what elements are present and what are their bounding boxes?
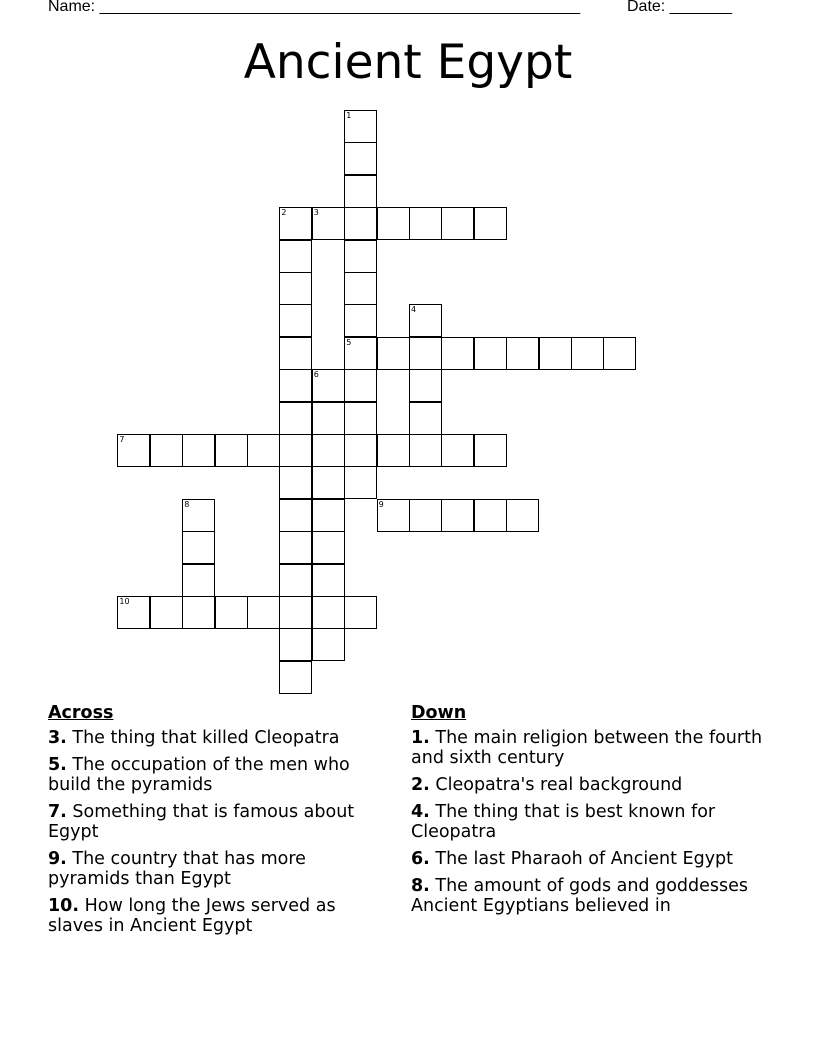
grid-cell[interactable] bbox=[312, 628, 345, 661]
grid-cell[interactable] bbox=[312, 402, 345, 435]
clue-across-10 bbox=[48, 896, 378, 936]
clue-text: How long the Jews served as slaves in Ancient Egypt bbox=[48, 896, 336, 936]
grid-cell[interactable] bbox=[312, 499, 345, 532]
grid-cell[interactable] bbox=[409, 207, 442, 240]
clue-number: 10. bbox=[48, 896, 80, 916]
grid-cell[interactable] bbox=[474, 337, 507, 370]
clue-number: 4. bbox=[411, 802, 430, 822]
grid-cell[interactable] bbox=[409, 402, 442, 435]
grid-cell[interactable] bbox=[474, 499, 507, 532]
grid-cell[interactable] bbox=[279, 434, 312, 467]
across-heading: Across bbox=[48, 703, 114, 723]
grid-cell[interactable] bbox=[312, 369, 345, 402]
grid-cell[interactable] bbox=[344, 207, 377, 240]
clue-across-9 bbox=[48, 849, 378, 889]
grid-cell[interactable] bbox=[279, 369, 312, 402]
grid-cell[interactable] bbox=[506, 337, 539, 370]
page-title: Ancient Egypt bbox=[243, 35, 573, 90]
grid-cell[interactable] bbox=[279, 531, 312, 564]
grid-cell[interactable] bbox=[344, 110, 377, 143]
grid-cell[interactable] bbox=[377, 499, 410, 532]
clue-text: Cleopatra's real background bbox=[429, 775, 683, 795]
grid-cell[interactable] bbox=[312, 434, 345, 467]
grid-cell[interactable] bbox=[182, 531, 215, 564]
grid-cell[interactable] bbox=[279, 240, 312, 273]
clue-text: The amount of gods and goddesses Ancient Egyptians believed in bbox=[411, 876, 749, 916]
clue-number: 1. bbox=[411, 728, 430, 748]
grid-cell[interactable] bbox=[344, 304, 377, 337]
grid-cell[interactable] bbox=[344, 402, 377, 435]
clue-text: The thing that is best known for Cleopatra bbox=[411, 802, 716, 842]
down-heading: Down bbox=[411, 703, 467, 723]
cell-number: 5 bbox=[346, 337, 352, 347]
grid-cell[interactable] bbox=[377, 207, 410, 240]
grid-cell[interactable] bbox=[344, 596, 377, 629]
cell-number: 10 bbox=[119, 597, 130, 606]
grid-cell[interactable] bbox=[182, 564, 215, 597]
clue-across-3 bbox=[48, 728, 378, 748]
grid-cell[interactable] bbox=[409, 434, 442, 467]
grid-cell[interactable] bbox=[344, 272, 377, 305]
grid-cell[interactable] bbox=[441, 207, 474, 240]
grid-cell[interactable] bbox=[182, 596, 215, 629]
grid-cell[interactable] bbox=[279, 304, 312, 337]
grid-cell[interactable] bbox=[279, 499, 312, 532]
grid-cell[interactable] bbox=[377, 434, 410, 467]
grid-cell[interactable] bbox=[344, 175, 377, 208]
clue-text: The thing that killed Cleopatra bbox=[66, 728, 340, 748]
grid-cell[interactable] bbox=[247, 434, 280, 467]
grid-cell[interactable] bbox=[409, 304, 442, 337]
clue-number: 3. bbox=[48, 728, 67, 748]
clue-across-7 bbox=[48, 802, 378, 842]
grid-cell[interactable] bbox=[182, 499, 215, 532]
grid-cell[interactable] bbox=[312, 564, 345, 597]
name-field-label[interactable]: Name: ______________________________________________________ bbox=[48, 0, 581, 15]
clue-number: 9. bbox=[48, 849, 67, 869]
grid-cell[interactable] bbox=[279, 661, 312, 694]
grid-cell[interactable] bbox=[279, 466, 312, 499]
grid-cell[interactable] bbox=[279, 207, 312, 240]
grid-cell[interactable] bbox=[279, 402, 312, 435]
cell-number: 4 bbox=[411, 305, 417, 315]
grid-cell[interactable] bbox=[409, 369, 442, 402]
clue-across-5 bbox=[48, 755, 378, 795]
cell-number: 6 bbox=[313, 370, 319, 380]
clue-number: 8. bbox=[411, 876, 430, 896]
grid-cell[interactable] bbox=[279, 564, 312, 597]
grid-cell[interactable] bbox=[409, 337, 442, 370]
clue-text: The country that has more pyramids than Egypt bbox=[48, 849, 306, 889]
clue-down-4 bbox=[411, 802, 771, 842]
clue-down-8 bbox=[411, 876, 771, 916]
clue-text: The occupation of the men who build the pyramids bbox=[48, 755, 350, 795]
grid-cell[interactable] bbox=[247, 596, 280, 629]
grid-cell[interactable] bbox=[409, 499, 442, 532]
grid-cell[interactable] bbox=[344, 434, 377, 467]
grid-cell[interactable] bbox=[279, 628, 312, 661]
grid-cell[interactable] bbox=[539, 337, 572, 370]
clue-down-2 bbox=[411, 775, 771, 795]
grid-cell[interactable] bbox=[441, 499, 474, 532]
grid-cell[interactable] bbox=[150, 596, 183, 629]
grid-cell[interactable] bbox=[215, 596, 248, 629]
cell-number: 3 bbox=[313, 208, 319, 218]
clue-text: The last Pharaoh of Ancient Egypt bbox=[429, 849, 734, 869]
cell-number: 8 bbox=[184, 499, 190, 509]
grid-cell[interactable] bbox=[474, 207, 507, 240]
grid-cell[interactable] bbox=[506, 499, 539, 532]
down-clues bbox=[411, 702, 771, 923]
grid-cell[interactable] bbox=[344, 240, 377, 273]
grid-cell[interactable] bbox=[312, 596, 345, 629]
clue-down-1 bbox=[411, 728, 771, 768]
grid-cell[interactable] bbox=[182, 434, 215, 467]
grid-cell[interactable] bbox=[117, 434, 150, 467]
grid-cell[interactable] bbox=[474, 434, 507, 467]
grid-cell[interactable] bbox=[215, 434, 248, 467]
grid-cell[interactable] bbox=[344, 369, 377, 402]
grid-cell[interactable] bbox=[603, 337, 636, 370]
grid-cell[interactable] bbox=[441, 434, 474, 467]
grid-cell[interactable] bbox=[279, 596, 312, 629]
cell-number: 9 bbox=[378, 499, 384, 509]
clue-number: 6. bbox=[411, 849, 430, 869]
grid-cell[interactable] bbox=[279, 272, 312, 305]
cell-number: 1 bbox=[346, 111, 352, 120]
grid-cell[interactable] bbox=[344, 466, 377, 499]
clue-text: Something that is famous about Egypt bbox=[48, 802, 355, 842]
clue-text: The main religion between the fourth and sixth century bbox=[411, 728, 763, 768]
grid-cell[interactable] bbox=[117, 596, 150, 629]
cell-number: 7 bbox=[119, 435, 125, 444]
grid-cell[interactable] bbox=[312, 207, 345, 240]
grid-cell[interactable] bbox=[377, 337, 410, 370]
grid-cell[interactable] bbox=[312, 531, 345, 564]
date-field-label[interactable]: Date: _______ bbox=[627, 0, 732, 15]
clue-number: 5. bbox=[48, 755, 67, 775]
clue-number: 2. bbox=[411, 775, 430, 795]
grid-cell[interactable] bbox=[279, 337, 312, 370]
grid-cell[interactable] bbox=[150, 434, 183, 467]
grid-cell[interactable] bbox=[344, 142, 377, 175]
grid-cell[interactable] bbox=[312, 466, 345, 499]
clue-number: 7. bbox=[48, 802, 67, 822]
grid-cell[interactable] bbox=[571, 337, 604, 370]
cell-number: 2 bbox=[281, 208, 287, 218]
grid-cell[interactable] bbox=[441, 337, 474, 370]
across-clues bbox=[48, 702, 378, 943]
grid-cell[interactable] bbox=[344, 337, 377, 370]
clue-down-6 bbox=[411, 849, 771, 869]
